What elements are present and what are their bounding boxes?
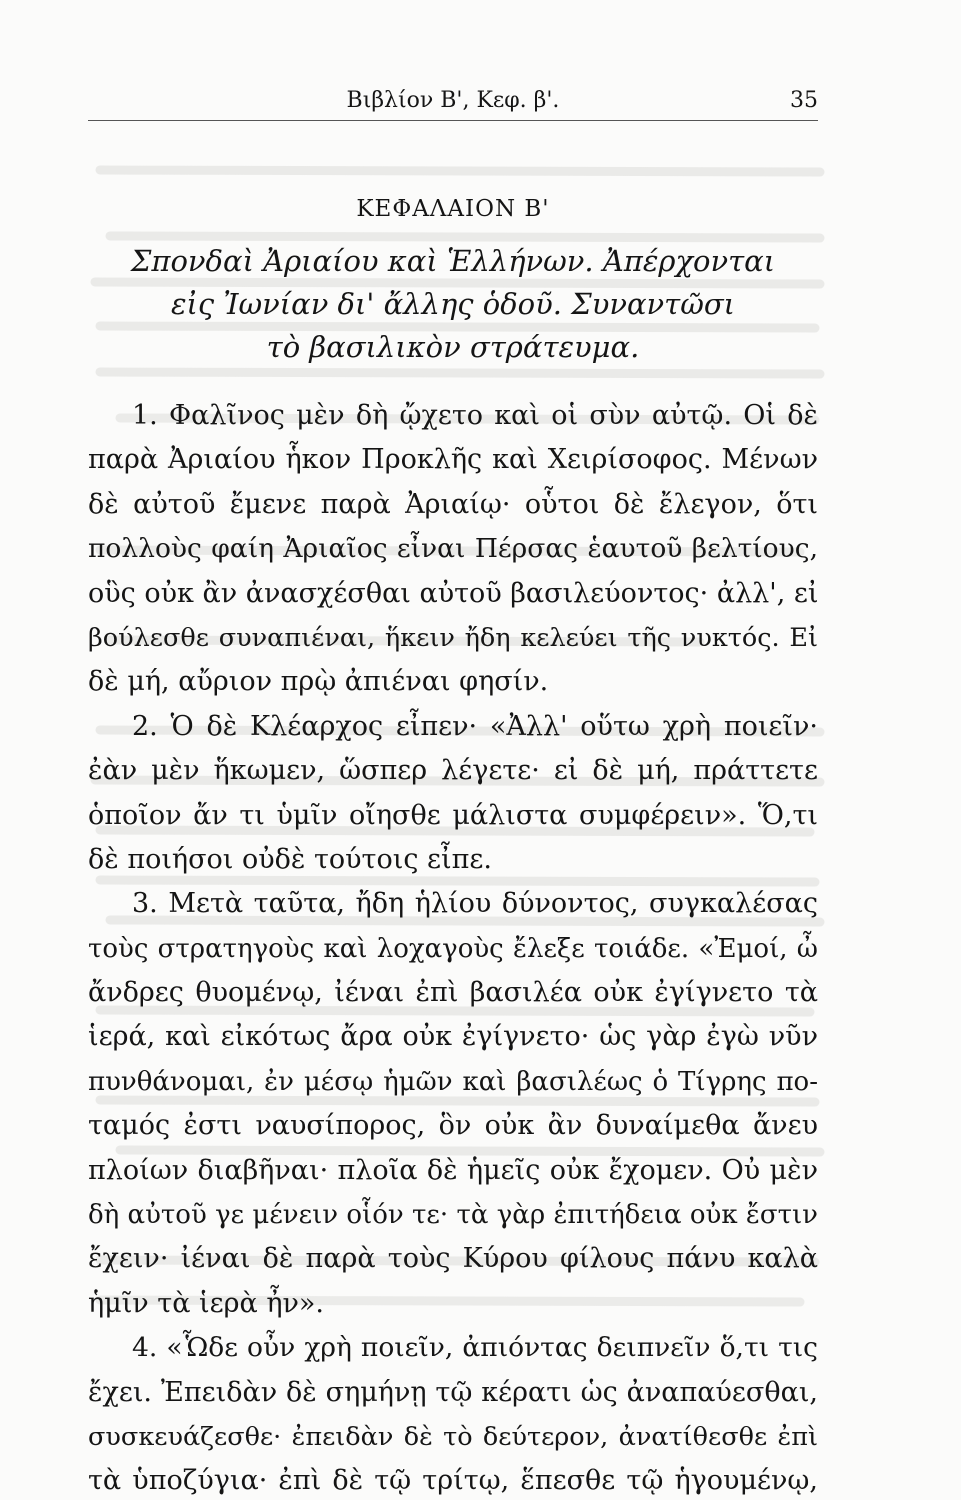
text-line: οὓς οὐκ ἂν ἀνασχέσθαι αὐτοῦ βασιλεύοντος· ἀλλ', εἰ [88,577,819,609]
text-line: ἔχει. Ἐπειδὰν δὲ σημήνῃ τῷ κέρατι ὡς ἀναπαύεσθαι, [88,1376,818,1408]
text-line: τοὺς στρατηγοὺς καὶ λοχαγοὺς ἔλεξε τοιάδε. «Ἐμοί, ὦ [88,933,818,964]
text-line: ὁποῖον ἄν τι ὑμῖν οἴησθε μάλιστα συμφέρειν». Ὅ,τι [88,799,818,831]
text-line: δὴ αὐτοῦ γε μένειν οἷόν τε· τὰ γὰρ ἐπιτήδεια οὐκ ἔστιν [88,1200,818,1231]
text-line: ἔχειν· ἰέναι δὲ παρὰ τοὺς Κύρου φίλους πάνυ καλὰ [88,1243,818,1275]
text-line: ταμός ἐστι ναυσίπορος, ὃν οὐκ ἂν δυναίμεθα ἄνευ [88,1110,818,1142]
text-line: βούλεσθε συναπιέναι, ἥκειν ἤδη κελεύει τῆς νυκτός. Εἰ [88,622,818,653]
text-line: πλοίων διαβῆναι· πλοῖα δὲ ἡμεῖς οὐκ ἔχομεν. Οὐ μὲν [88,1154,818,1186]
text-line: 3. Μετὰ ταῦτα, ἤδη ἡλίου δύνοντος, συγκαλέσας [132,888,818,920]
text-line: 4. «Ὧδε οὖν χρὴ ποιεῖν, ἀπιόντας δειπνεῖν ὅ,τι τις [132,1332,818,1364]
summary-line: τὸ βασιλικὸν στράτευμα. [266,330,640,364]
text-line: 1. Φαλῖνος μὲν δὴ ᾤχετο καὶ οἱ σὺν αὐτῷ. Οἱ δὲ [132,400,818,431]
text-line: ἄνδρες θυομένῳ, ἰέναι ἐπὶ βασιλέα οὐκ ἐγίγνετο τὰ [88,977,818,1009]
text-line: δὲ αὐτοῦ ἔμενε παρὰ Ἀριαίῳ· οὗτοι δὲ ἔλεγον, ὅτι [88,488,818,520]
text-line: πυνθάνομαι, ἐν μέσῳ ἡμῶν καὶ βασιλέως ὁ Τίγρης πο- [88,1066,818,1097]
summary-line: εἰς Ἰωνίαν δι' ἄλλης ὁδοῦ. Συναντῶσι [170,287,736,321]
text-line: τὰ ὑποζύγια· ἐπὶ δὲ τῷ τρίτῳ, ἕπεσθε τῷ ἡγουμένῳ, [88,1465,818,1497]
summary-line: Σπονδαὶ Ἀριαίου καὶ Ἑλλήνων. Ἀπέρχονται [130,244,776,278]
text-line: ἐὰν μὲν ἥκωμεν, ὥσπερ λέγετε· εἰ δὲ μή, πράττετε [88,755,818,787]
text-line: πολλοὺς φαίη Ἀριαῖος εἶναι Πέρσας ἑαυτοῦ βελτίους, [88,533,818,565]
text-line: 2. Ὁ δὲ Κλέαρχος εἶπεν· «Ἀλλ' οὕτω χρὴ ποιεῖν· [132,710,818,742]
running-title: Βιβλίον Β', Κεφ. β'. [346,88,560,113]
running-header [88,88,818,118]
text-line: ἱερά, καὶ εἰκότως ἄρα οὐκ ἐγίγνετο· ὡς γὰρ ἐγὼ νῦν [88,1021,818,1053]
text-line: παρὰ Ἀριαίου ἧκον Προκλῆς καὶ Χειρίσοφος. Μένων [88,444,818,476]
chapter-summary [100,240,806,369]
header-rule [88,120,818,121]
body-text [88,394,818,1500]
text-line: δὲ μή, αὔριον πρῲ ἀπιέναι φησίν. [88,666,549,698]
text-line: δὲ ποιήσοι οὐδὲ τούτοις εἶπε. [88,843,492,875]
text-line: συσκευάζεσθε· ἐπειδὰν δὲ τὸ δεύτερον, ἀνατίθεσθε ἐπὶ [88,1421,818,1452]
page-number: 35 [790,88,818,113]
text-line: ἡμῖν τὰ ἱερὰ ἦν». [88,1287,325,1319]
chapter-heading: ΚΕΦΑΛΑΙΟΝ Β' [356,196,550,222]
